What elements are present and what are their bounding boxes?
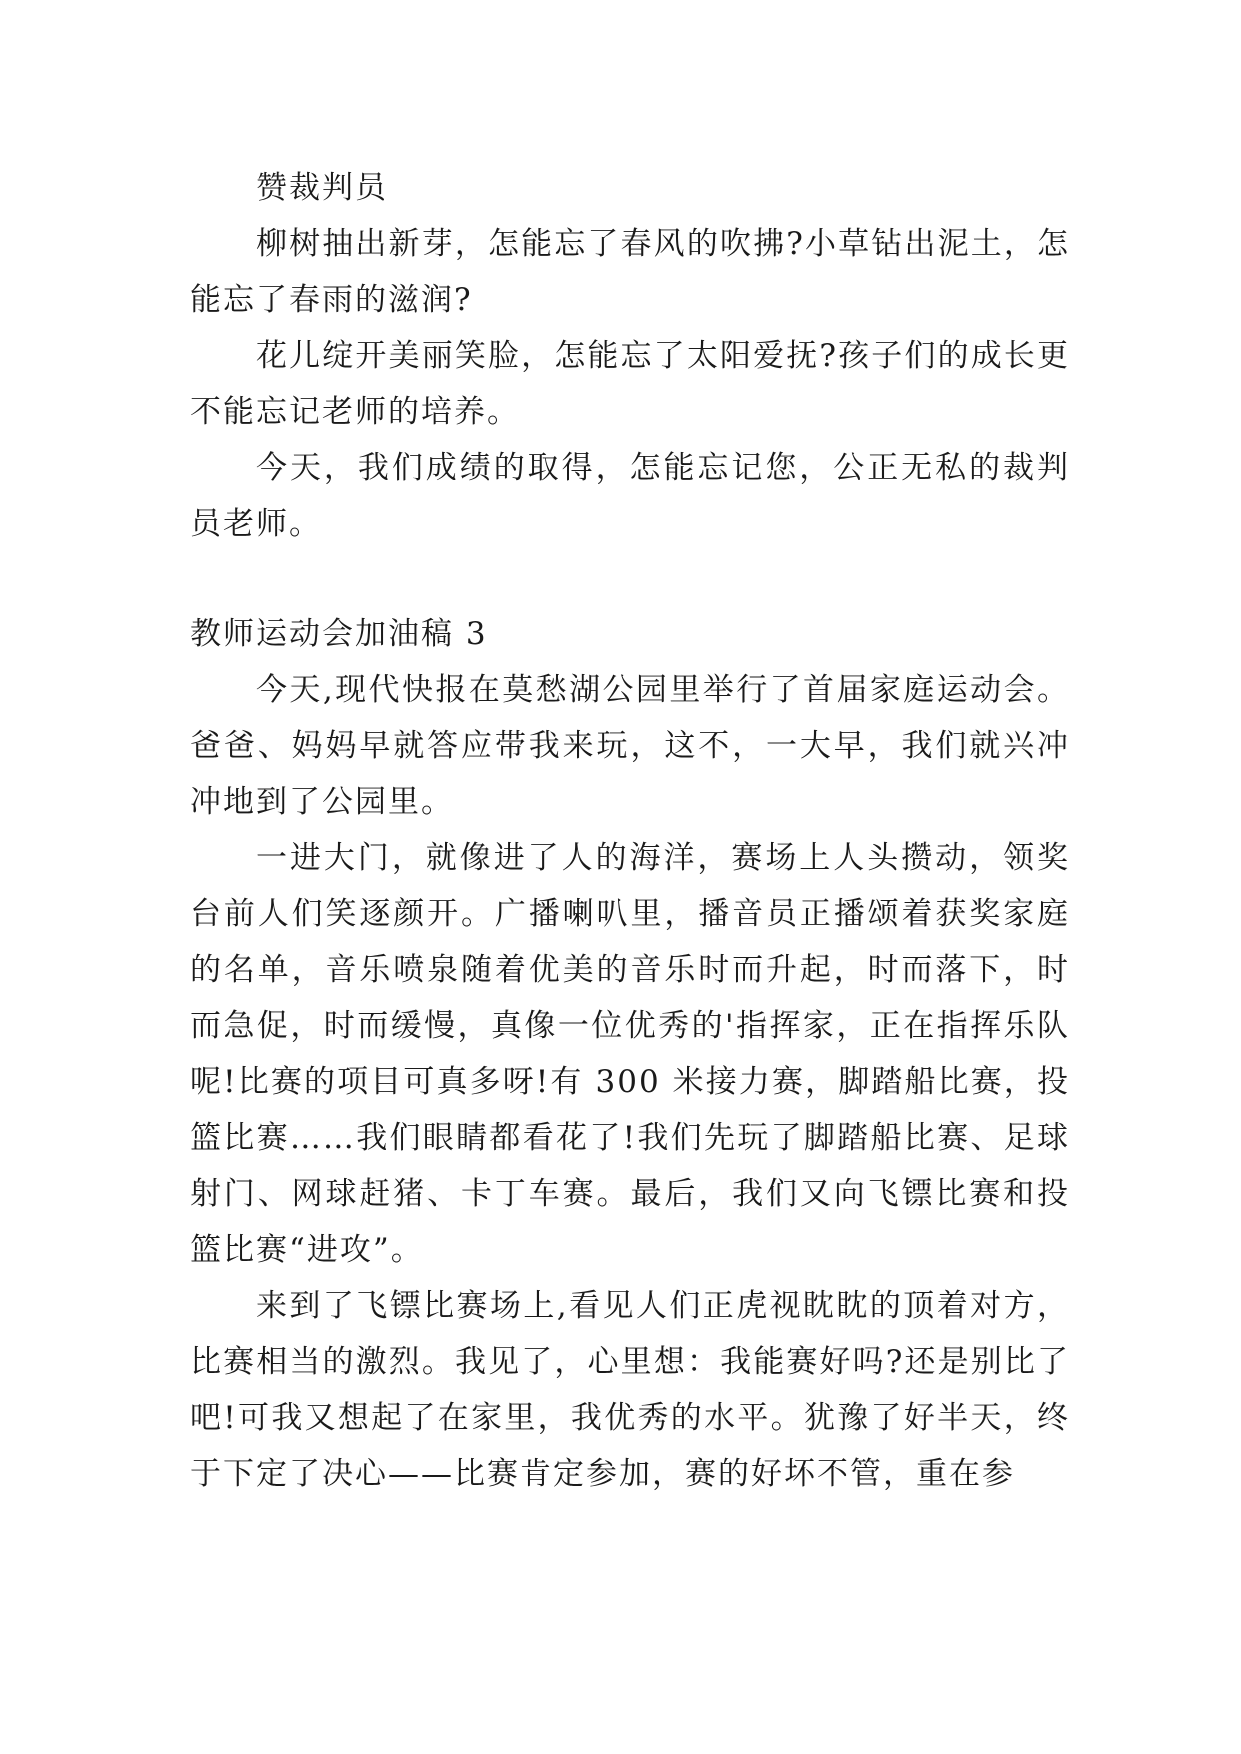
paragraph: 今天,现代快报在莫愁湖公园里举行了首届家庭运动会。爸爸、妈妈早就答应带我来玩，这不，一大早，我们就兴冲冲地到了公园里。 <box>190 672 1070 820</box>
paragraph: 柳树抽出新芽，怎能忘了春风的吹拂?小草钻出泥土，怎能忘了春雨的滋润? <box>190 226 1070 318</box>
paragraph: 一进大门，就像进了人的海洋，赛场上人头攒动，领奖台前人们笑逐颜开。广播喇叭里，播音员正播颂着获奖家庭的名单，音乐喷泉随着优美的音乐时而升起，时而落下，时而急促，时而缓慢，真像一位优秀的'指挥家，正在指挥乐队呢!比赛的项目可真多呀!有 300 米接力赛，脚踏船比赛，投篮比赛……我们眼睛都看花了!我们先玩了脚踏船比赛、足球射门、网球赶猪、卡丁车赛。最后，我们又向飞镖比赛和投篮比赛“进攻”。 <box>190 840 1070 1268</box>
paragraph: 今天，我们成绩的取得，怎能忘记您，公正无私的裁判员老师。 <box>190 450 1070 542</box>
paragraph: 花儿绽开美丽笑脸，怎能忘了太阳爱抚?孩子们的成长更不能忘记老师的培养。 <box>190 338 1070 430</box>
paragraph: 来到了飞镖比赛场上,看见人们正虎视眈眈的顶着对方，比赛相当的激烈。我见了，心里想：我能赛好吗?还是别比了吧!可我又想起了在家里，我优秀的水平。犹豫了好半天，终于下定了决心——比赛肯定参加，赛的好坏不管，重在参 <box>190 1288 1070 1492</box>
paragraph-poem-title: 赞裁判员 <box>256 170 388 206</box>
section-title: 教师运动会加油稿 3 <box>190 616 488 652</box>
document-body <box>190 160 1070 1502</box>
